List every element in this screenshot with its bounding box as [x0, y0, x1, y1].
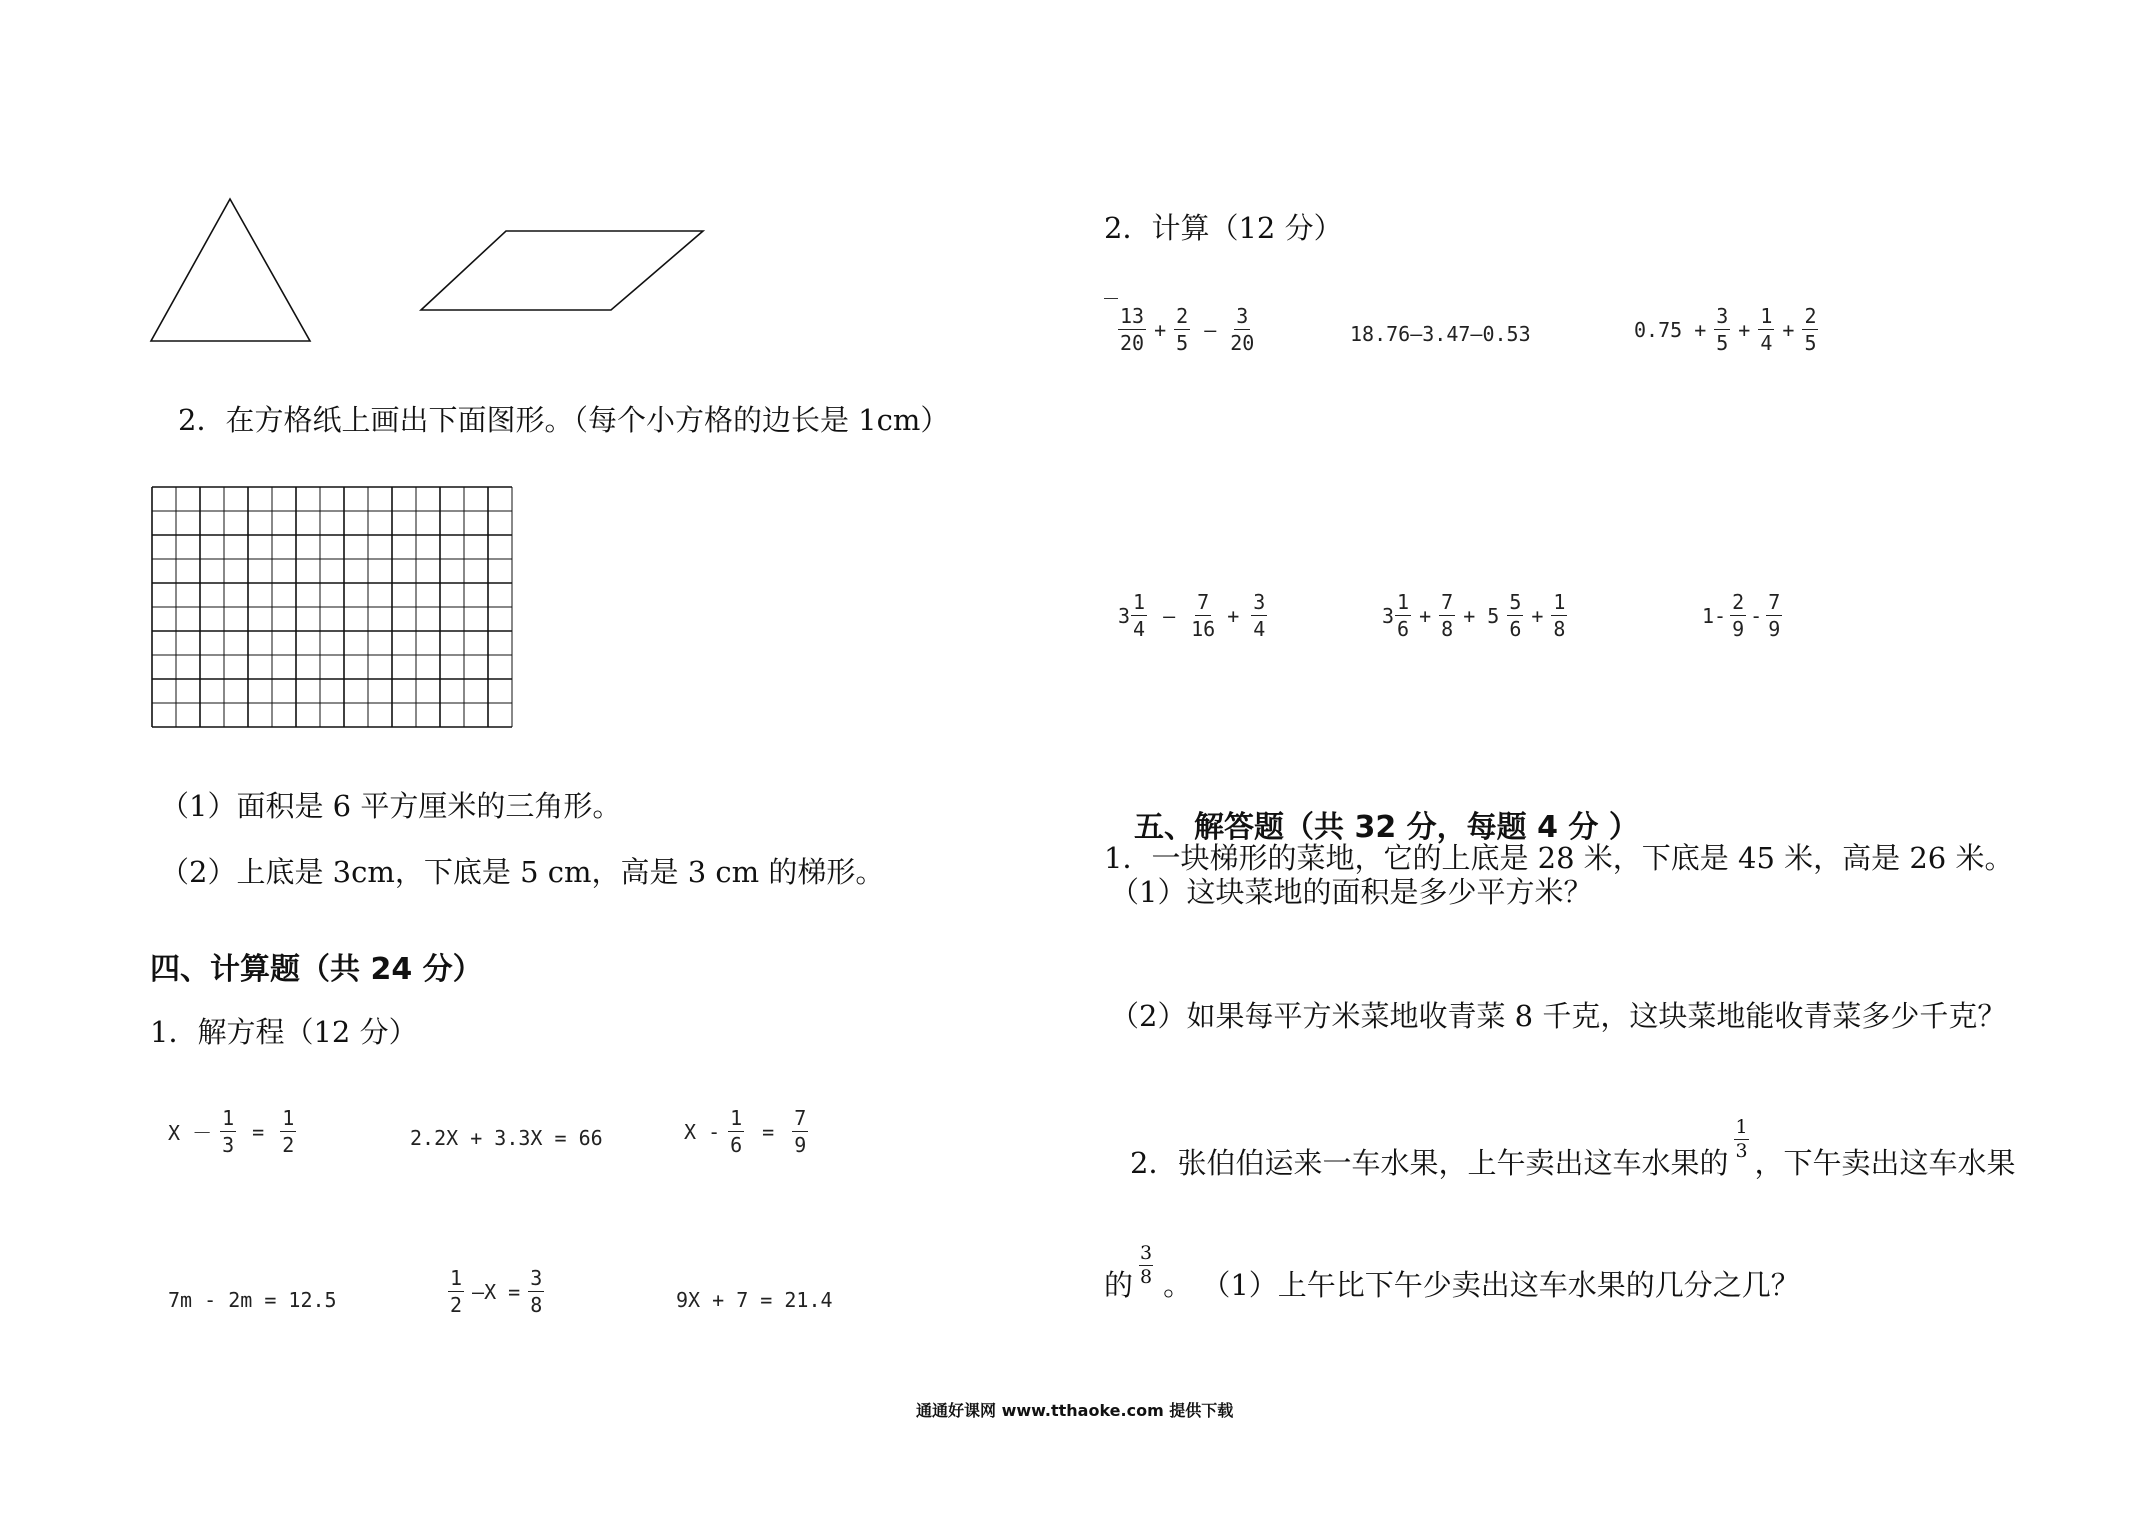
fraction: $\frac{1}{8}$	[1553, 590, 1566, 641]
calc-4: 3 $\frac{1}{4}$ — $\frac{7}{16}$ + $\frac{3}{4}$	[1118, 590, 1266, 641]
problem-2-line-2: 的 3 8 。 （1）上午比下午少卖出这车水果的几分之几？	[1104, 1242, 1800, 1302]
calc-6: 1- $\frac{2}{9}$ - $\frac{7}{9}$	[1702, 590, 1781, 641]
fraction: $\frac{2}{5}$	[1804, 304, 1817, 355]
equation-section-title: 1．解方程（12 分）	[150, 1015, 418, 1049]
equation-4: 7m - 2m = 12.5	[168, 1288, 337, 1312]
fraction: $\frac{1}{4}$	[1133, 590, 1146, 641]
sub-question-1: （1）面积是 6 平方厘米的三角形。	[160, 789, 622, 823]
fraction: $\frac{7}{9}$	[1768, 590, 1781, 641]
equation-1: X － $\frac{1}{3}$ = $\frac{1}{2}$	[168, 1106, 295, 1157]
fraction: $\frac{7}{16}$	[1191, 590, 1216, 641]
equation-3: X - $\frac{1}{6}$ = $\frac{7}{9}$	[684, 1106, 807, 1157]
fraction: $\frac{3}{8}$	[530, 1266, 543, 1317]
short-rule	[1104, 298, 1118, 299]
fraction: $\frac{1}{4}$	[1760, 304, 1773, 355]
calc-1: $\frac{13}{20}$ + $\frac{2}{5}$ — $\frac{3}{20}$	[1120, 304, 1255, 355]
fraction: $\frac{5}{6}$	[1509, 590, 1522, 641]
grid-paper	[150, 486, 514, 728]
calc-5: 3 $\frac{1}{6}$ + $\frac{7}{8}$ + 5 $\frac{5}{6}$ + $\frac{1}{8}$	[1382, 590, 1566, 641]
fraction: $\frac{7}{9}$	[794, 1106, 807, 1157]
calc-section-title: 2．计算（12 分）	[1104, 211, 1343, 245]
problem-1: 1．一块梯形的菜地，它的上底是 28 米，下底是 45 米，高是 26 米。	[1104, 841, 2014, 875]
equation-5: $\frac{1}{2}$ —X = $\frac{3}{8}$	[450, 1266, 543, 1317]
fraction: $\frac{1}{6}$	[1397, 590, 1410, 641]
equation-2: 2.2X + 3.3X = 66	[410, 1126, 603, 1150]
fraction: $\frac{13}{20}$	[1120, 304, 1145, 355]
problem-1-part-a: （1）这块菜地的面积是多少平方米？	[1110, 875, 1593, 909]
fraction: $\frac{1}{2}$	[450, 1266, 463, 1317]
question-2-title: 2．在方格纸上画出下面图形。（每个小方格的边长是 1cm）	[178, 403, 950, 437]
fraction: 3 8	[1140, 1242, 1153, 1288]
fraction: $\frac{1}{6}$	[730, 1106, 743, 1157]
equation-6: 9X + 7 = 21.4	[676, 1288, 833, 1312]
fraction: $\frac{3}{5}$	[1716, 304, 1729, 355]
section-4-title: 四、计算题（共 24 分）	[150, 952, 483, 987]
problem-1-part-b: （2）如果每平方米菜地收青菜 8 千克，这块菜地能收青菜多少千克？	[1110, 999, 2007, 1033]
fraction: $\frac{1}{3}$	[222, 1106, 235, 1157]
fraction: 1 3	[1735, 1116, 1748, 1162]
parallelogram-figure	[418, 228, 706, 314]
problem-2-line-1: 2．张伯伯运来一车水果，上午卖出这车水果的 1 3 ，下午卖出这车水果	[1130, 1116, 2016, 1180]
section-5-title: 五、解答题（共 32 分，每题 4 分 ）	[1134, 810, 1639, 845]
sub-question-2: （2）上底是 3cm，下底是 5 cm，高是 3 cm 的梯形。	[160, 855, 885, 889]
fraction: $\frac{7}{8}$	[1441, 590, 1454, 641]
fraction: $\frac{2}{9}$	[1732, 590, 1745, 641]
fraction: $\frac{1}{2}$	[282, 1106, 295, 1157]
fraction: $\frac{2}{5}$	[1176, 304, 1189, 355]
footer-credit: 通通好课网 www.tthaoke.com 提供下载	[916, 1401, 1234, 1420]
fraction: $\frac{3}{4}$	[1253, 590, 1266, 641]
fraction: $\frac{3}{20}$	[1230, 304, 1255, 355]
calc-2: 18.76—3.47—0.53	[1350, 322, 1531, 346]
triangle-figure	[148, 196, 314, 344]
calc-3: 0.75 + $\frac{3}{5}$ + $\frac{1}{4}$ + $\frac{2}{5}$	[1634, 304, 1817, 355]
